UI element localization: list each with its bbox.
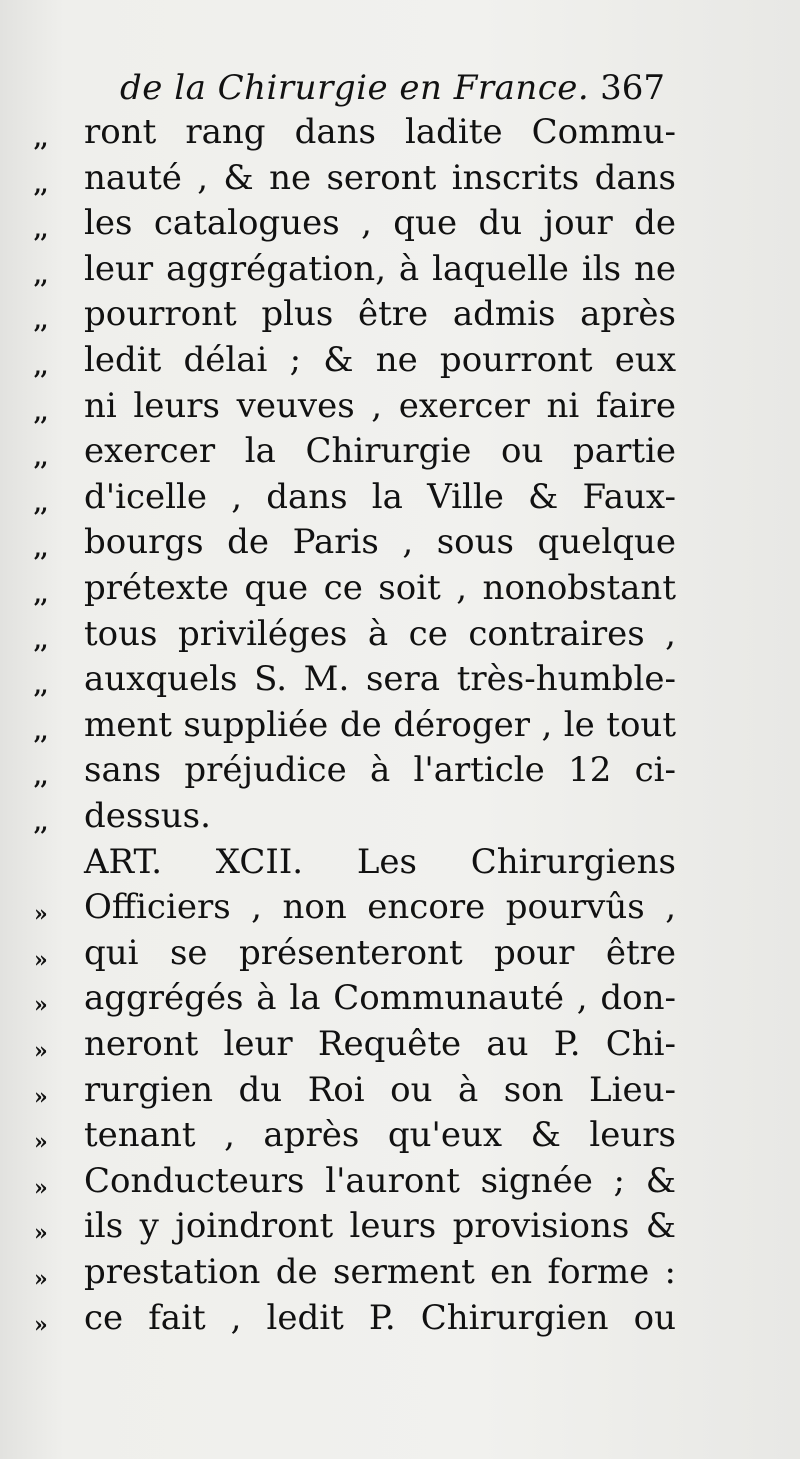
quotation-mark: » bbox=[34, 1083, 47, 1110]
text-line bbox=[0, 477, 800, 523]
text-line bbox=[0, 386, 800, 432]
text-line bbox=[0, 203, 800, 249]
line-text: dessus. bbox=[84, 796, 211, 836]
quotation-mark: » bbox=[34, 1129, 47, 1156]
quotation-mark: ,, bbox=[34, 673, 48, 700]
line-text: sans préjudice à l'article 12 ci- bbox=[84, 750, 676, 791]
line-text: ART. XCII. Les Chirurgiens bbox=[84, 841, 676, 882]
quotation-mark: » bbox=[34, 1266, 47, 1292]
line-text: Conducteurs l'auront signée ; & bbox=[84, 1160, 676, 1201]
quotation-mark: ,, bbox=[34, 764, 48, 791]
quotation-mark: ,, bbox=[34, 445, 48, 472]
text-line bbox=[0, 522, 800, 568]
line-text: tous priviléges à ce contraires , bbox=[84, 613, 676, 654]
line-text: ils y joindront leurs provisions & bbox=[84, 1206, 676, 1247]
line-text: auxquels S. M. sera très-humble- bbox=[84, 659, 676, 700]
quotation-mark: ,, bbox=[34, 582, 48, 608]
running-header bbox=[120, 68, 665, 116]
quotation-mark: ,, bbox=[34, 627, 48, 654]
text-line bbox=[0, 614, 800, 660]
text-line bbox=[0, 158, 800, 204]
line-text: exercer la Chirurgie ou partie bbox=[84, 431, 676, 472]
line-text: ni leurs veuves , exercer ni faire bbox=[84, 385, 676, 426]
line-text: prétexte que ce soit , nonobstant bbox=[84, 568, 676, 608]
quotation-mark: » bbox=[34, 1311, 47, 1338]
quotation-mark: » bbox=[34, 946, 47, 973]
text-line bbox=[0, 249, 800, 295]
quotation-mark: » bbox=[34, 1220, 47, 1247]
text-line bbox=[0, 659, 800, 705]
line-text: leur aggrégation, à laquelle ils ne bbox=[84, 248, 676, 289]
text-line bbox=[0, 750, 800, 796]
text-line bbox=[0, 112, 800, 158]
line-text: neront leur Requête au P. Chi- bbox=[84, 1024, 676, 1064]
quotation-mark: ,, bbox=[34, 354, 48, 380]
running-title: de la Chirurgie en France. bbox=[120, 68, 590, 108]
text-line bbox=[0, 1070, 800, 1116]
line-text: tenant , après qu'eux & leurs bbox=[84, 1115, 676, 1156]
quotation-mark: ,, bbox=[34, 171, 48, 198]
line-text: ce fait , ledit P. Chirurgien ou bbox=[84, 1297, 676, 1338]
quotation-mark: ,, bbox=[34, 217, 48, 244]
line-text: qui se présenteront pour être bbox=[84, 932, 676, 973]
line-text: les catalogues , que du jour de bbox=[84, 203, 676, 244]
line-text: aggrégés à la Communauté , don- bbox=[84, 978, 676, 1019]
line-text: prestation de serment en forme : bbox=[84, 1252, 676, 1292]
quotation-mark: ,, bbox=[34, 490, 48, 517]
text-line bbox=[0, 933, 800, 979]
text-line bbox=[0, 1206, 800, 1252]
line-text: Officiers , non encore pourvûs , bbox=[84, 887, 676, 928]
line-text: pourront plus être admis après bbox=[84, 294, 676, 335]
quotation-mark: ,, bbox=[34, 399, 48, 426]
line-text: nauté , & ne seront inscrits dans bbox=[84, 157, 676, 198]
text-line bbox=[0, 431, 800, 477]
line-text: ledit délai ; & ne pourront eux bbox=[84, 340, 676, 380]
line-text: d'icelle , dans la Ville & Faux- bbox=[84, 476, 676, 517]
line-text: rurgien du Roi ou à son Lieu- bbox=[84, 1069, 676, 1110]
line-text: ment suppliée de déroger , le tout bbox=[84, 704, 676, 745]
text-line bbox=[0, 340, 800, 386]
quotation-mark: ,, bbox=[34, 308, 48, 335]
text-line bbox=[0, 1024, 800, 1070]
text-line bbox=[0, 1252, 800, 1298]
quotation-mark: ,, bbox=[34, 536, 48, 563]
quotation-mark: » bbox=[34, 1038, 47, 1064]
text-line bbox=[0, 842, 800, 888]
page-number: 367 bbox=[600, 68, 665, 108]
quotation-mark: » bbox=[34, 992, 47, 1019]
text-line bbox=[0, 294, 800, 340]
text-line bbox=[0, 1298, 800, 1344]
text-line bbox=[0, 568, 800, 614]
text-line bbox=[0, 705, 800, 751]
quotation-mark: ,, bbox=[34, 126, 48, 152]
quotation-mark: ,, bbox=[34, 810, 48, 836]
quotation-mark: ,, bbox=[34, 718, 48, 745]
text-line bbox=[0, 796, 800, 842]
text-line bbox=[0, 887, 800, 933]
line-text: ront rang dans ladite Commu- bbox=[84, 112, 676, 152]
text-line bbox=[0, 1115, 800, 1161]
text-line bbox=[0, 1161, 800, 1207]
quotation-mark: » bbox=[34, 901, 47, 928]
quotation-mark: ,, bbox=[34, 262, 48, 289]
line-text: bourgs de Paris , sous quelque bbox=[84, 522, 676, 563]
text-line bbox=[0, 978, 800, 1024]
quotation-mark: » bbox=[34, 1174, 47, 1201]
